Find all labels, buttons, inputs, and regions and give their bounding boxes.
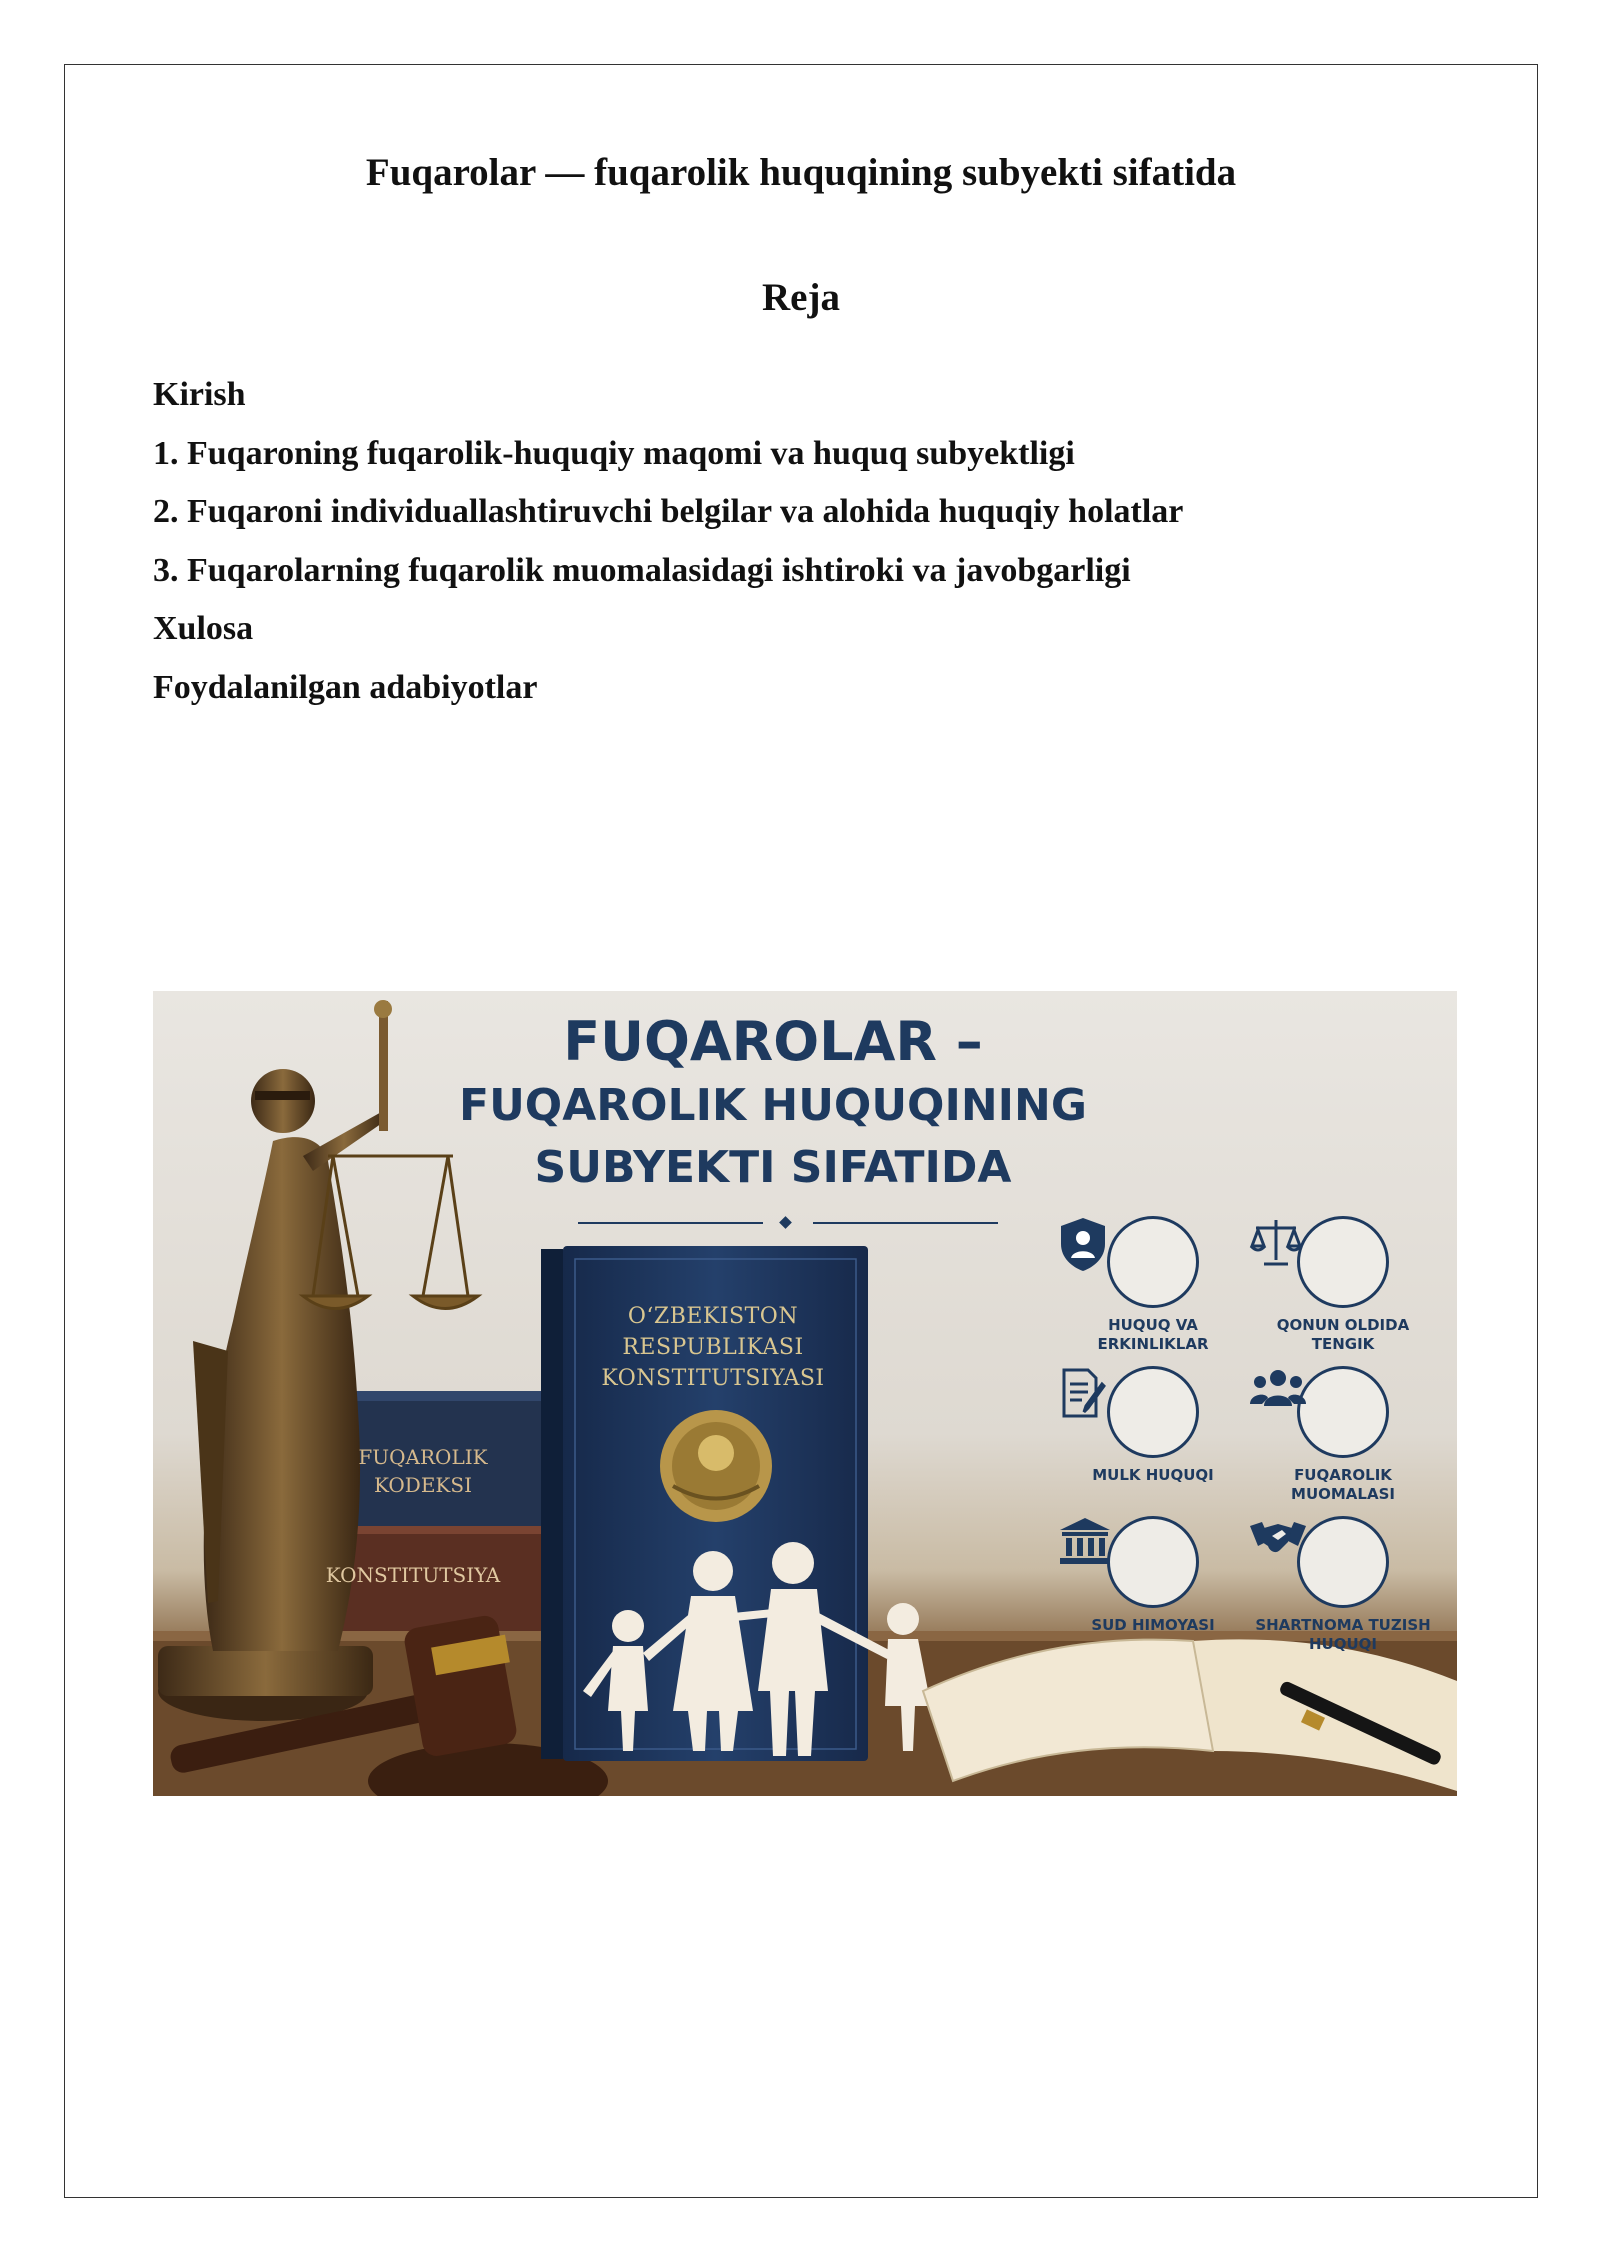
plan-heading: Reja	[762, 276, 840, 319]
document-title: Fuqarolar — fuqarolik huquqining subyekti sifatida	[365, 151, 1237, 194]
cover-title-line-3: SUBYEKTI SIFATIDA	[534, 1142, 1012, 1193]
document-pen-icon	[1107, 1366, 1199, 1458]
civil-code-book-title: FUQAROLIK KODEKSI	[358, 1445, 488, 1497]
right-item-equality: QONUN OLDIDA TENGIK	[1248, 1216, 1438, 1354]
cover-title-line-2: FUQAROLIK HUQUQINING	[459, 1080, 1087, 1131]
toc-item-section-3: 3. Fuqarolarning fuqarolik muomalasidagi ishtiroki va javobgarligi	[153, 551, 1131, 589]
toc-item-section-2: 2. Fuqaroni individuallashtiruvchi belgilar va alohida huquqiy holatlar	[153, 493, 1184, 530]
toc-item-section-1: 1. Fuqaroning fuqarolik-huquqiy maqomi va huquq subyektligi	[153, 434, 1075, 472]
scales-icon	[1297, 1216, 1389, 1308]
right-item-rights-freedoms: HUQUQ VA ERKINLIKLAR	[1058, 1216, 1248, 1354]
constitution-book-title: O‘ZBEKISTON RESPUBLIKASI KONSTITUTSIYASI	[601, 1304, 825, 1391]
title-divider	[578, 1218, 998, 1228]
cover-title-line-1: FUQAROLAR –	[563, 1010, 983, 1073]
right-item-court-protection: SUD HIMOYASI	[1058, 1516, 1248, 1635]
cover-title	[433, 1009, 1113, 1199]
toc-item-conclusion: Xulosa	[153, 610, 254, 647]
people-group-icon	[1297, 1366, 1389, 1458]
toc-item-bibliography: Foydalanilgan adabiyotlar	[153, 668, 538, 706]
right-item-civil-circulation: FUQAROLIK MUOMALASI	[1248, 1366, 1438, 1504]
table-of-contents	[153, 366, 1183, 717]
cover-illustration	[153, 991, 1457, 1796]
right-item-property: MULK HUQUQI	[1058, 1366, 1248, 1485]
shield-person-icon	[1107, 1216, 1199, 1308]
toc-item-introduction: Kirish	[153, 376, 246, 413]
constitution-small-book-title: KONSTITUTSIYA	[325, 1563, 501, 1587]
rights-icon-grid	[1058, 1216, 1438, 1666]
courthouse-icon	[1107, 1516, 1199, 1608]
right-item-contract: SHARTNOMA TUZISH HUQUQI	[1248, 1516, 1438, 1654]
handshake-icon	[1297, 1516, 1389, 1608]
